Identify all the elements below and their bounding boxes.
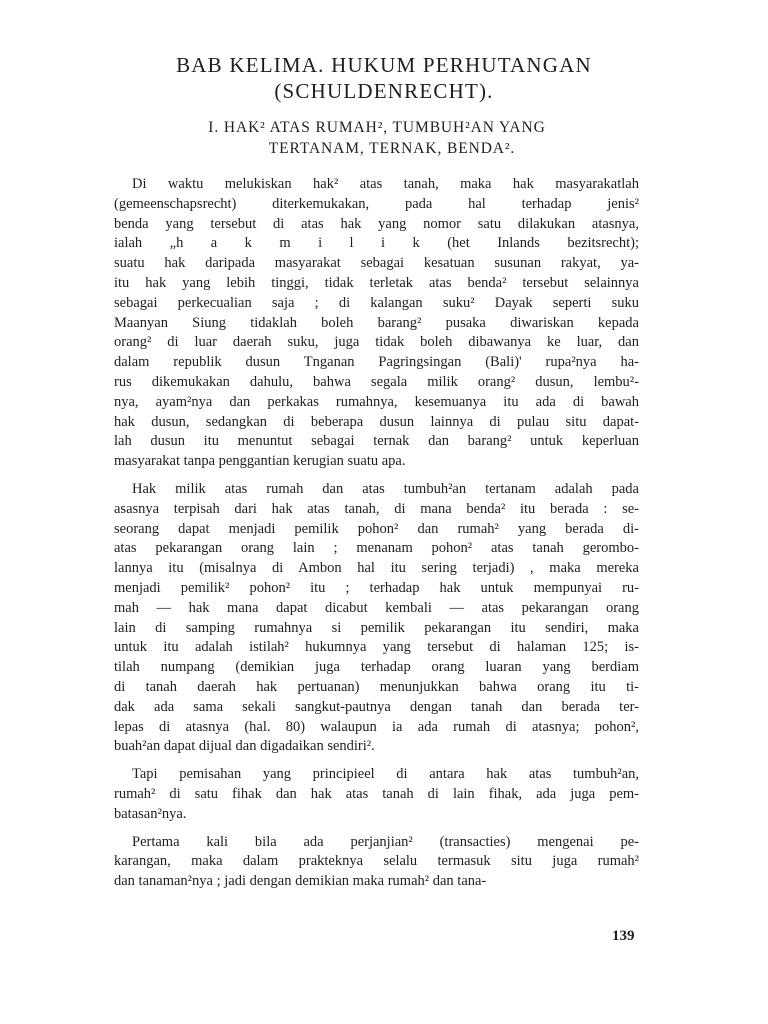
paragraph: [114, 833, 639, 892]
chapter-title: [0, 52, 768, 104]
section-heading-line: TERTANAM, TERNAK, BENDA².: [268, 140, 516, 157]
text-line: benda yang tersebut di atas hak yang nomor satu dilakukan atasnya,: [114, 215, 639, 232]
text-line: lepas di atasnya (hal. 80) walaupun ia ada rumah di atasnya; pohon²,: [114, 718, 639, 735]
section-heading: [0, 117, 768, 159]
paragraph: [114, 175, 639, 472]
text-line: suatu hak daripada masyarakat sebagai kesatuan susunan rakyat, ya-: [114, 255, 639, 272]
text-line: Tapi pemisahan yang principieel di antara hak atas tumbuh²an,: [132, 766, 639, 783]
text-line: hak dusun, sedangkan di beberapa dusun lainnya di pulau situ dapat-: [114, 413, 639, 430]
text-line: Pertama kali bila ada perjanjian² (transacties) mengenai pe-: [132, 833, 639, 850]
section-heading-line: I. HAK² ATAS RUMAH², TUMBUH²AN YANG: [208, 119, 546, 136]
paragraph: [114, 765, 639, 824]
text-line: menjadi pemilik² pohon² itu ; terhadap hak untuk mempunyai ru-: [114, 579, 639, 596]
page-number: 139: [612, 928, 635, 944]
text-line: dan tanaman²nya ; jadi dengan demikian maka rumah² dan tana-: [114, 873, 487, 890]
text-line: Hak milik atas rumah dan atas tumbuh²an tertanam adalah pada: [132, 480, 639, 497]
text-line: batasan²nya.: [114, 805, 187, 822]
text-line: atas pekarangan orang lain ; menanam pohon² atas tanah gerombo-: [114, 540, 639, 557]
text-line: tilah numpang (demikian juga terhadap orang luaran yang berdiam: [114, 659, 639, 676]
text-line: itu hak yang lebih tinggi, tidak terletak atas benda² tersebut selainnya: [114, 274, 639, 291]
text-line: mah — hak mana dapat dicabut kembali — atas pekarangan orang: [114, 599, 639, 616]
text-line: ialah „h a k m i l i k (het Inlands bezitsrecht);: [114, 235, 639, 252]
paragraph: [114, 480, 639, 757]
text-line: buah²an dapat dijual dan digadaikan sendiri².: [114, 738, 375, 755]
text-line: untuk itu adalah istilah² hukumnya yang tersebut di halaman 125; is-: [114, 639, 639, 656]
text-line: lain di samping rumahnya si pemilik pekarangan itu sendiri, maka: [114, 619, 639, 636]
text-line: lannya itu (misalnya di Ambon hal itu sering terjadi) , maka mereka: [114, 560, 639, 577]
text-line: karangan, maka dalam prakteknya selalu termasuk situ juga rumah²: [114, 853, 639, 870]
text-line: masyarakat tanpa penggantian kerugian suatu apa.: [114, 453, 406, 470]
text-line: nya, ayam²nya dan perkakas rumahnya, kesemuanya itu ada di bawah: [114, 393, 639, 410]
text-line: Di waktu melukiskan hak² atas tanah, maka hak masyarakatlah: [132, 176, 639, 192]
text-line: (gemeenschapsrecht) diterkemukakan, pada hal terhadap jenis²: [114, 195, 639, 212]
text-line: dalam republik dusun Tnganan Pagringsingan (Bali)' rupa²nya ha-: [114, 354, 639, 371]
text-line: di tanah daerah hak pertuanan) menunjukkan bahwa orang itu ti-: [114, 678, 639, 695]
text-line: asasnya terpisah dari hak atas tanah, di mana benda² itu berada : se-: [114, 500, 639, 517]
text-line: rumah² di satu fihak dan hak atas tanah di lain fihak, ada juga pem-: [114, 785, 639, 802]
text-line: dak ada sama sekali sangkut-pautnya dengan tanah dan berada ter-: [114, 698, 639, 715]
text-line: Maanyan Siung tidaklah boleh barang² pusaka diwariskan kepada: [114, 314, 639, 331]
text-line: rus dikemukakan dahulu, bahwa segala milik orang² dusun, lembu²-: [114, 373, 639, 390]
text-line: sebagai perkecualian saja ; di kalangan suku² Dayak seperti suku: [114, 294, 639, 311]
text-line: lah dusun itu menuntut sebagai ternak dan barang² untuk keperluan: [114, 433, 639, 450]
text-line: seorang dapat menjadi pemilik pohon² dan rumah² yang berada di-: [114, 520, 639, 537]
text-line: orang² di luar daerah suku, juga tidak boleh dibawanya ke luar, dan: [114, 334, 639, 351]
chapter-title-line: BAB KELIMA. HUKUM PERHUTANGAN: [176, 53, 592, 77]
chapter-title-line: (SCHULDENRECHT).: [274, 79, 494, 103]
body-text: [114, 175, 639, 900]
